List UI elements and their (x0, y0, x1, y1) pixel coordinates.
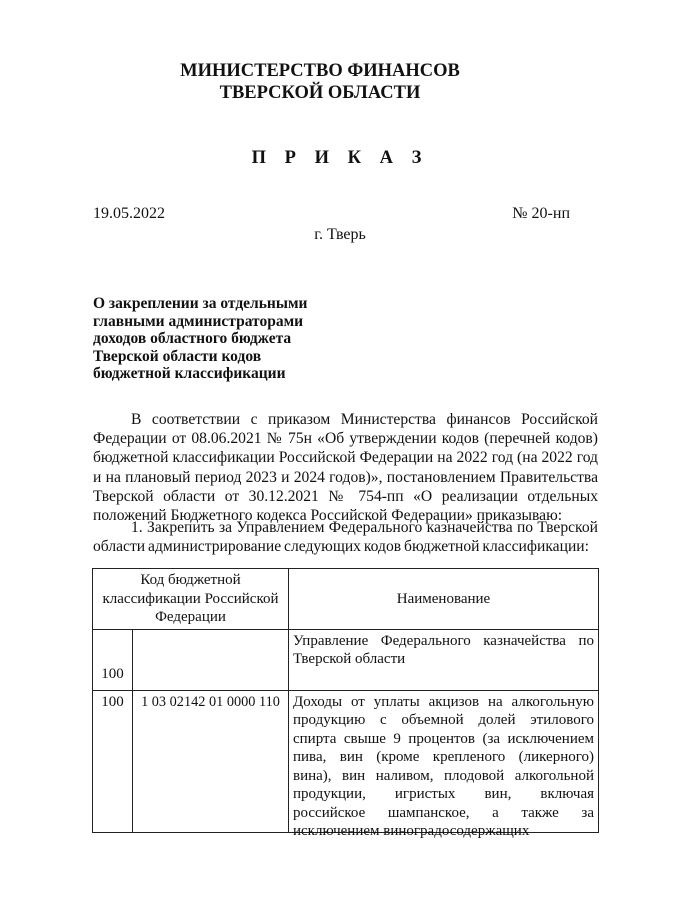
order-item-1-text: 1. Закрепить за Управлением Федерального казначейства по Тверской области администрирование следующих кодов бюджетной классификации: (93, 519, 598, 556)
document-number: № 20-нп (512, 205, 570, 222)
admin-code-cell: 100 (93, 690, 133, 832)
name-cell-text: Доходы от уплаты акцизов на алкогольную продукцию с объемной долей этилового спирта свыше 9 процентов (за исключением пива, вин (кроме крепленого (ликерного) вина), вин наливом, плодовой алкогольной продукции, игристых вин, включая российское шампанское, а также за исключением виноградосодержащих (293, 693, 594, 839)
admin-code-cell: 100 (93, 629, 133, 690)
subject-line: главными администраторами (93, 312, 304, 330)
document-date: 19.05.2022 (93, 205, 165, 222)
subject-line: бюджетной классификации (93, 365, 286, 382)
header-name-cell: Наименование (289, 569, 599, 630)
order-item-1 (93, 518, 598, 556)
document-city: г. Тверь (314, 226, 366, 243)
preamble-paragraph: В соответствии с приказом Министерства финансов Российской Федерации от 08.06.2021 № 75н «Об утверждении кодов (перечней кодов) бюджетной классификации Российской Федерации на 2022 год (на 2022 год и на плановый период 2023 и 2024 годов)», постановлением Правительства Тверской области от 30.12.2021 № 754-пп «О реализации отдельных положений Бюджетного кодекса Российской Федерации» приказываю: (93, 411, 598, 525)
subject-line: Тверской области кодов (93, 347, 262, 365)
kbk-cell (133, 629, 289, 690)
header-code-cell: Код бюджетной классификации Российской Федерации (93, 569, 289, 630)
ministry-region: ТВЕРСКОЙ ОБЛАСТИ (219, 83, 421, 103)
document-subject (93, 295, 353, 383)
table-row (93, 690, 599, 832)
subject-line: О закреплении за отдельными (93, 295, 308, 312)
document-type: П Р И К А З (251, 148, 429, 168)
name-cell (289, 690, 599, 839)
ministry-header (0, 60, 640, 104)
subject-line: доходов областного бюджета (93, 330, 292, 347)
table-row (93, 629, 599, 690)
name-cell: Управление Федерального казначейства по Тверской области (289, 629, 599, 690)
kbk-table (92, 568, 599, 839)
kbk-cell: 1 03 02142 01 0000 110 (133, 690, 289, 832)
table-header-row (93, 569, 599, 630)
ministry-name: МИНИСТЕРСТВО ФИНАНСОВ (180, 61, 460, 81)
